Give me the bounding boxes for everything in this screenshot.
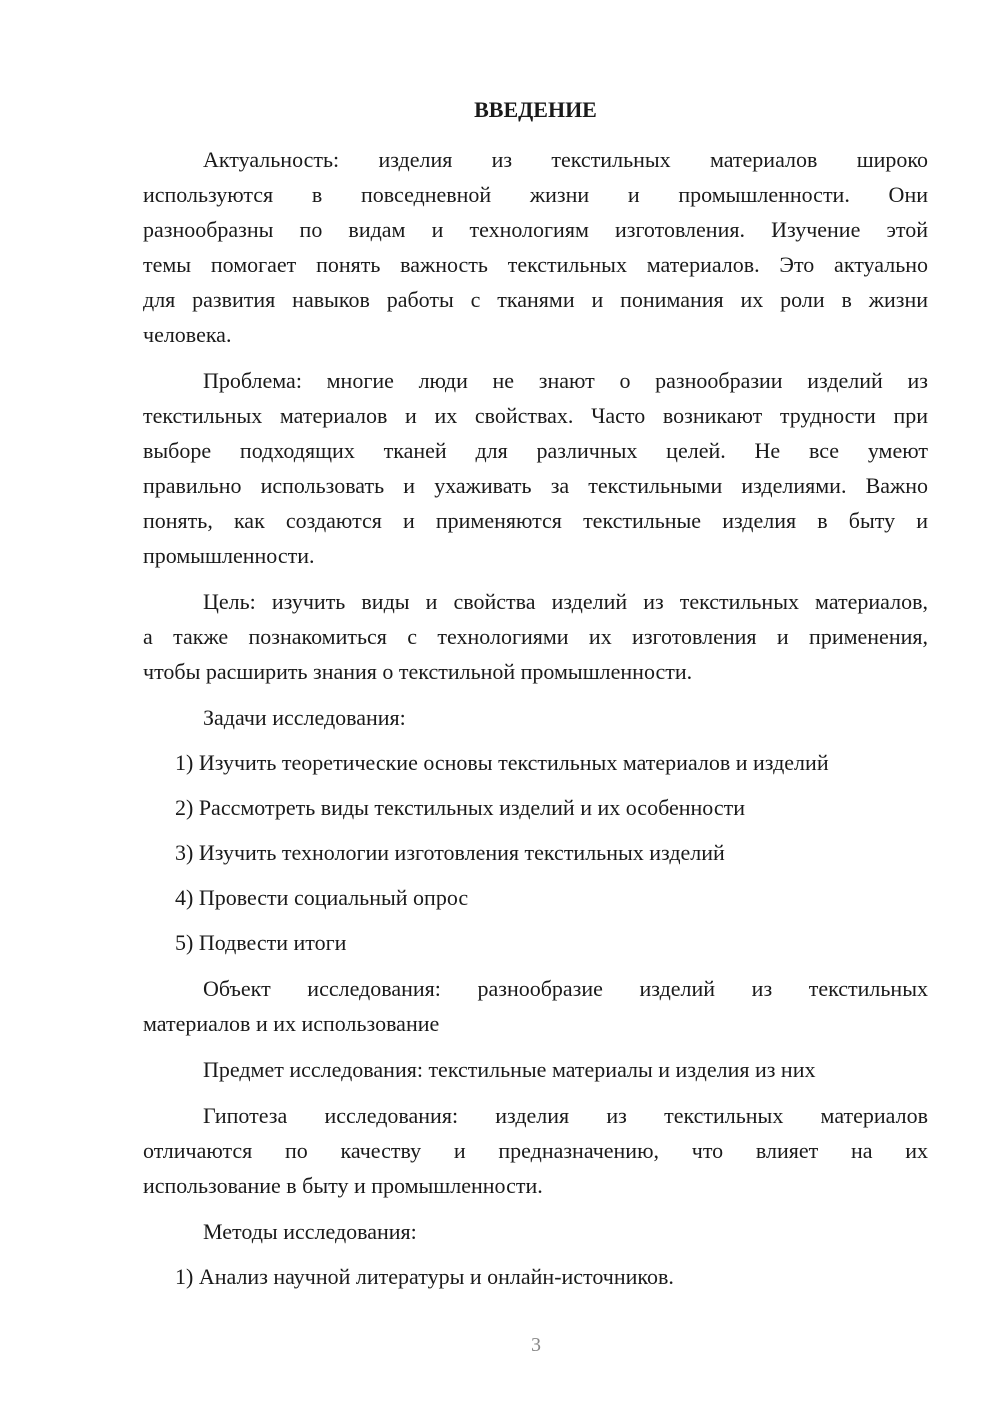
hypothesis-paragraph: [143, 1098, 928, 1203]
goal-paragraph: [143, 584, 928, 689]
subject-paragraph: [143, 1052, 928, 1087]
text-line: Проблема: многие люди не знают о разнообразии изделий из: [203, 368, 928, 393]
section-title: ВВЕДЕНИЕ: [474, 97, 597, 122]
object-paragraph: [143, 971, 928, 1041]
text-line: отличаются по качеству и предназначению, что влияет на их: [143, 1138, 928, 1163]
list-item: 3) Изучить технологии изготовления текстильных изделий: [175, 840, 725, 865]
problem-paragraph: [143, 363, 928, 573]
page-number: 3: [531, 1334, 541, 1356]
list-item: 5) Подвести итоги: [175, 930, 347, 955]
text-line: разнообразны по видам и технологиям изготовления. Изучение этой: [143, 217, 928, 242]
text-line: чтобы расширить знания о текстильной промышленности.: [143, 659, 693, 684]
relevance-paragraph: [143, 142, 928, 352]
list-item: 2) Рассмотреть виды текстильных изделий и их особенности: [175, 795, 745, 820]
text-line: Актуальность: изделия из текстильных материалов широко: [203, 147, 928, 172]
methods-list: [143, 1259, 928, 1294]
text-line: используются в повседневной жизни и промышленности. Они: [143, 182, 928, 207]
text-line: человека.: [143, 322, 232, 347]
text-line: Задачи исследования:: [203, 705, 406, 730]
text-line: использование в быту и промышленности.: [143, 1173, 543, 1198]
text-line: Методы исследования:: [203, 1219, 417, 1244]
text-line: выборе подходящих тканей для различных целей. Не все умеют: [143, 438, 928, 463]
tasks-heading: [143, 700, 928, 735]
text-line: темы помогает понять важность текстильных материалов. Это актуально: [143, 252, 928, 277]
text-line: текстильных материалов и их свойствах. Часто возникают трудности при: [143, 403, 928, 428]
text-line: Цель: изучить виды и свойства изделий из текстильных материалов,: [203, 589, 928, 614]
text-line: Гипотеза исследования: изделия из текстильных материалов: [203, 1103, 928, 1128]
tasks-list: [143, 745, 928, 960]
text-line: для развития навыков работы с тканями и понимания их роли в жизни: [143, 287, 928, 312]
list-item: 1) Анализ научной литературы и онлайн-источников.: [175, 1264, 674, 1289]
document-body: [143, 142, 928, 1294]
text-line: промышленности.: [143, 543, 315, 568]
text-line: материалов и их использование: [143, 1011, 440, 1036]
text-line: понять, как создаются и применяются текстильные изделия в быту и: [143, 508, 928, 533]
text-line: Объект исследования: разнообразие изделий из текстильных: [203, 976, 928, 1001]
text-line: Предмет исследования: текстильные материалы и изделия из них: [203, 1057, 816, 1082]
text-line: правильно использовать и ухаживать за текстильными изделиями. Важно: [143, 473, 928, 498]
text-line: а также познакомиться с технологиями их изготовления и применения,: [143, 624, 928, 649]
list-item: 4) Провести социальный опрос: [175, 885, 469, 910]
list-item: 1) Изучить теоретические основы текстильных материалов и изделий: [175, 750, 829, 775]
methods-heading: [143, 1214, 928, 1249]
